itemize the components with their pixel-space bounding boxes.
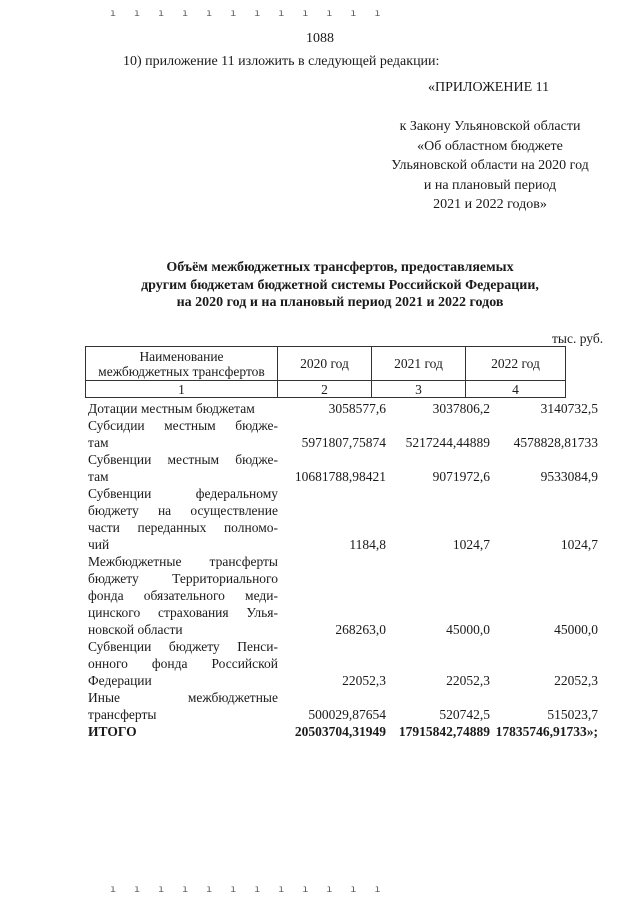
value-2020: 268263,0 — [335, 622, 386, 637]
value-2021: 1024,7 — [452, 537, 490, 552]
total-2022: 17835746,91733»; — [495, 724, 598, 739]
value-2020: 1184,8 — [349, 537, 386, 552]
row-name — [88, 400, 278, 417]
column-header-2022: 2022 год — [466, 347, 566, 381]
value-2022: 1024,7 — [560, 537, 598, 552]
amendment-intro: 10) приложение 11 изложить в следующей редакции: — [123, 54, 440, 69]
top-edge-marks: ı ı ı ı ı ı ı ı ı ı ı ı — [110, 8, 387, 19]
value-2021: 22052,3 — [446, 673, 490, 688]
table-row — [88, 485, 618, 553]
column-header-name — [86, 347, 278, 381]
row-name — [88, 417, 278, 451]
row-name-line: бюджету Территориального — [88, 571, 278, 586]
title-line: Объём межбюджетных трансфертов, предоставляемых — [166, 260, 514, 275]
value-2021: 5217244,44889 — [405, 435, 490, 450]
title-line: на 2020 год и на плановый период 2021 и 2022 годов — [176, 295, 504, 310]
page-number: 1088 — [306, 31, 334, 46]
column-number: 2 — [278, 381, 372, 398]
bottom-edge-marks: ı ı ı ı ı ı ı ı ı ı ı ı — [110, 884, 387, 895]
total-label-text: ИТОГО — [88, 724, 137, 739]
row-name-line: Субвенции федеральному — [88, 486, 278, 501]
document-title — [40, 259, 640, 312]
value-2022: 45000,0 — [554, 622, 598, 637]
column-header-name-line: межбюджетных трансфертов — [98, 363, 265, 379]
total-2020: 20503704,31949 — [294, 724, 386, 739]
law-reference — [380, 117, 600, 215]
appendix-heading: «ПРИЛОЖЕНИЕ 11 — [428, 80, 550, 95]
law-reference-line: Ульяновской области на 2020 год — [391, 158, 589, 173]
law-reference-line: к Закону Ульяновской области — [399, 119, 581, 134]
law-reference-line: и на плановый период — [423, 177, 557, 193]
table-row — [88, 417, 618, 451]
table-row — [88, 400, 618, 417]
value-2021: 9071972,6 — [432, 469, 490, 484]
title-line: другим бюджетам бюджетной системы Российской Федерации, — [141, 277, 539, 293]
row-name — [88, 689, 278, 723]
value-2022: 9533084,9 — [540, 469, 598, 484]
row-name — [88, 451, 278, 485]
value-2020: 3058577,6 — [328, 401, 386, 416]
row-name-line: Федерации — [88, 673, 152, 688]
row-name-line: части переданных полномо- — [88, 520, 278, 535]
value-2022: 22052,3 — [554, 673, 598, 688]
row-name-line: Субсидии местным бюдже- — [88, 418, 278, 433]
value-2022: 3140732,5 — [540, 401, 598, 416]
row-name-line: новской области — [88, 622, 183, 637]
value-2021: 45000,0 — [446, 622, 490, 637]
row-name-line: Субвенции бюджету Пенси- — [88, 639, 278, 654]
value-2021: 520742,5 — [439, 707, 490, 722]
row-name-line: там — [88, 469, 109, 484]
transfers-table-header — [85, 346, 566, 398]
table-row — [88, 553, 618, 638]
row-name — [88, 638, 278, 689]
row-name-line: там — [88, 435, 109, 450]
column-header-2021: 2021 год — [372, 347, 466, 381]
total-row — [88, 723, 618, 740]
value-2020: 500029,87654 — [308, 707, 386, 722]
units-label: тыс. руб. — [552, 331, 604, 346]
row-name — [88, 553, 278, 638]
value-2020: 5971807,75874 — [301, 435, 386, 450]
value-2021: 3037806,2 — [432, 401, 490, 416]
column-header-2020: 2020 год — [278, 347, 372, 381]
column-number: 1 — [86, 381, 278, 398]
row-name-line: трансферты — [88, 707, 157, 722]
value-2022: 4578828,81733 — [513, 435, 598, 450]
row-name-line: Межбюджетные трансферты — [88, 554, 278, 569]
table-row — [88, 451, 618, 485]
row-name-line: Дотации местным бюджетам — [88, 401, 255, 416]
row-name-line: бюджету на осуществление — [88, 503, 278, 518]
total-label — [88, 723, 278, 740]
row-name-line: фонда обязательного меди- — [88, 588, 278, 603]
column-header-name-line: Наименование — [139, 348, 224, 364]
transfers-table-body — [88, 400, 618, 740]
table-row — [88, 638, 618, 689]
row-name — [88, 485, 278, 553]
column-number: 3 — [372, 381, 466, 398]
value-2020: 22052,3 — [342, 673, 386, 688]
value-2022: 515023,7 — [547, 707, 598, 722]
row-name-line: Иные межбюджетные — [88, 690, 278, 705]
row-name-line: цинского страхования Улья- — [88, 605, 278, 620]
law-reference-line: «Об областном бюджете — [417, 138, 563, 154]
total-2021: 17915842,74889 — [398, 724, 490, 739]
row-name-line: онного фонда Российской — [88, 656, 278, 671]
value-2020: 10681788,98421 — [294, 469, 386, 484]
column-number: 4 — [466, 381, 566, 398]
row-name-line: Субвенции местным бюдже- — [88, 452, 278, 467]
row-name-line: чий — [88, 537, 110, 552]
table-row — [88, 689, 618, 723]
law-reference-line: 2021 и 2022 годов» — [433, 197, 547, 212]
